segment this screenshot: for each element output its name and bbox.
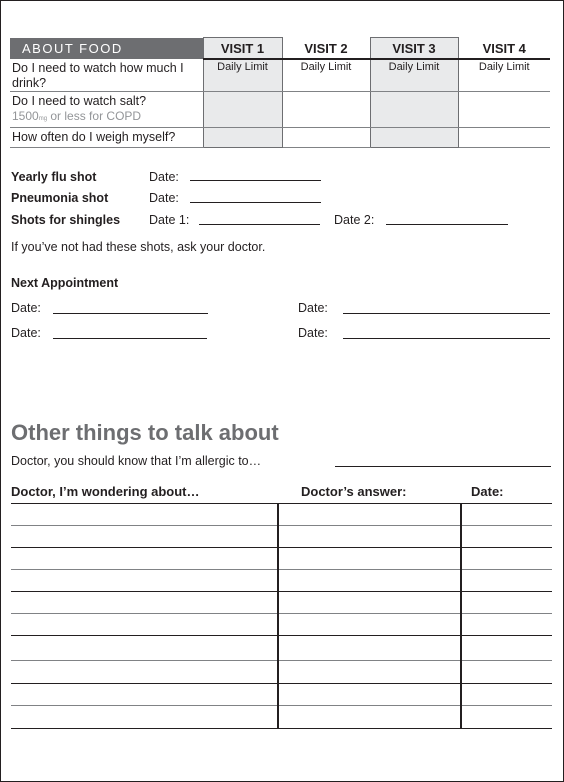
notes-row-line [11,547,552,548]
answer-column-header: Doctor’s answer: [301,484,407,499]
notes-row-line [11,525,552,526]
visit-4-header: VISIT 4 [458,38,550,59]
shingles-date1-label: Date 1: [149,213,190,227]
appointment-date-field-1[interactable] [53,313,208,314]
food-row-weigh [10,128,550,148]
visit-3-drink-limit[interactable] [370,59,458,92]
wondering-column-header: Doctor, I’m wondering about… [11,484,200,499]
notes-row-line [11,569,552,570]
shingles-date1-field[interactable] [199,224,320,225]
pneumonia-date-label: Date: [149,191,179,205]
appointment-date-field-3[interactable] [53,338,207,339]
question-salt-text: Do I need to watch salt? [12,94,147,108]
notes-row-line [11,705,552,706]
notes-row-line [11,728,552,729]
notes-row-line [11,660,552,661]
salt-note-text: or less for COPD [47,109,142,123]
food-row-drink [10,59,550,92]
date-column-header: Date: [471,484,504,499]
food-table-header [10,38,550,59]
visit-1-drink-limit[interactable] [203,59,282,92]
appointment-date-field-2[interactable] [343,313,550,314]
visit-1-weigh[interactable] [203,128,282,148]
food-row-salt [10,92,550,128]
flu-shot-label: Yearly flu shot [11,170,97,184]
visit-4-weigh[interactable] [458,128,550,148]
daily-limit-label: Daily Limit [217,60,268,73]
notes-header-rule [11,503,552,504]
question-weigh: How often do I weigh myself? [10,128,203,148]
allergy-field[interactable] [335,466,551,467]
about-food-table [10,37,550,148]
appointment-date-field-4[interactable] [343,338,550,339]
notes-divider-date [460,503,462,729]
appointment-date-label-1: Date: [11,301,41,315]
visit-4-salt[interactable] [458,92,550,128]
notes-row-line [11,635,552,636]
question-drink: Do I need to watch how much I drink? [10,59,203,92]
salt-amount: 1500 [12,109,39,123]
shingles-shot-label: Shots for shingles [11,213,121,227]
appointment-date-label-3: Date: [11,326,41,340]
pneumonia-shot-label: Pneumonia shot [11,191,109,205]
visit-2-header: VISIT 2 [282,38,370,59]
visit-3-weigh[interactable] [370,128,458,148]
visit-4-drink-limit[interactable] [458,59,550,92]
other-things-heading: Other things to talk about [11,420,279,445]
about-food-title: ABOUT FOOD [10,38,203,59]
daily-limit-label: Daily Limit [300,60,352,73]
visit-2-salt[interactable] [282,92,370,128]
daily-limit-label: Daily Limit [478,60,530,73]
shingles-date2-label: Date 2: [334,213,375,227]
visit-2-drink-limit[interactable] [282,59,370,92]
allergy-prompt: Doctor, you should know that I’m allergic to… [11,454,262,468]
flu-date-field[interactable] [190,180,321,181]
salt-unit: mg [38,116,48,122]
shots-note: If you’ve not had these shots, ask your doctor. [11,240,266,254]
notes-row-line [11,613,552,614]
daily-limit-label: Daily Limit [388,60,440,73]
appointment-date-label-2: Date: [298,301,328,315]
visit-1-header: VISIT 1 [203,38,282,59]
flu-date-label: Date: [149,170,179,184]
notes-row-line [11,683,552,684]
visit-2-weigh[interactable] [282,128,370,148]
visit-3-header: VISIT 3 [370,38,458,59]
salt-limit-note [12,109,141,123]
notes-row-line [11,591,552,592]
notes-divider-answer [277,503,279,729]
pneumonia-date-field[interactable] [190,202,321,203]
next-appointment-heading: Next Appointment [11,276,119,290]
question-salt [10,92,203,128]
shingles-date2-field[interactable] [386,224,508,225]
visit-3-salt[interactable] [370,92,458,128]
visit-1-salt[interactable] [203,92,282,128]
appointment-date-label-4: Date: [298,326,328,340]
